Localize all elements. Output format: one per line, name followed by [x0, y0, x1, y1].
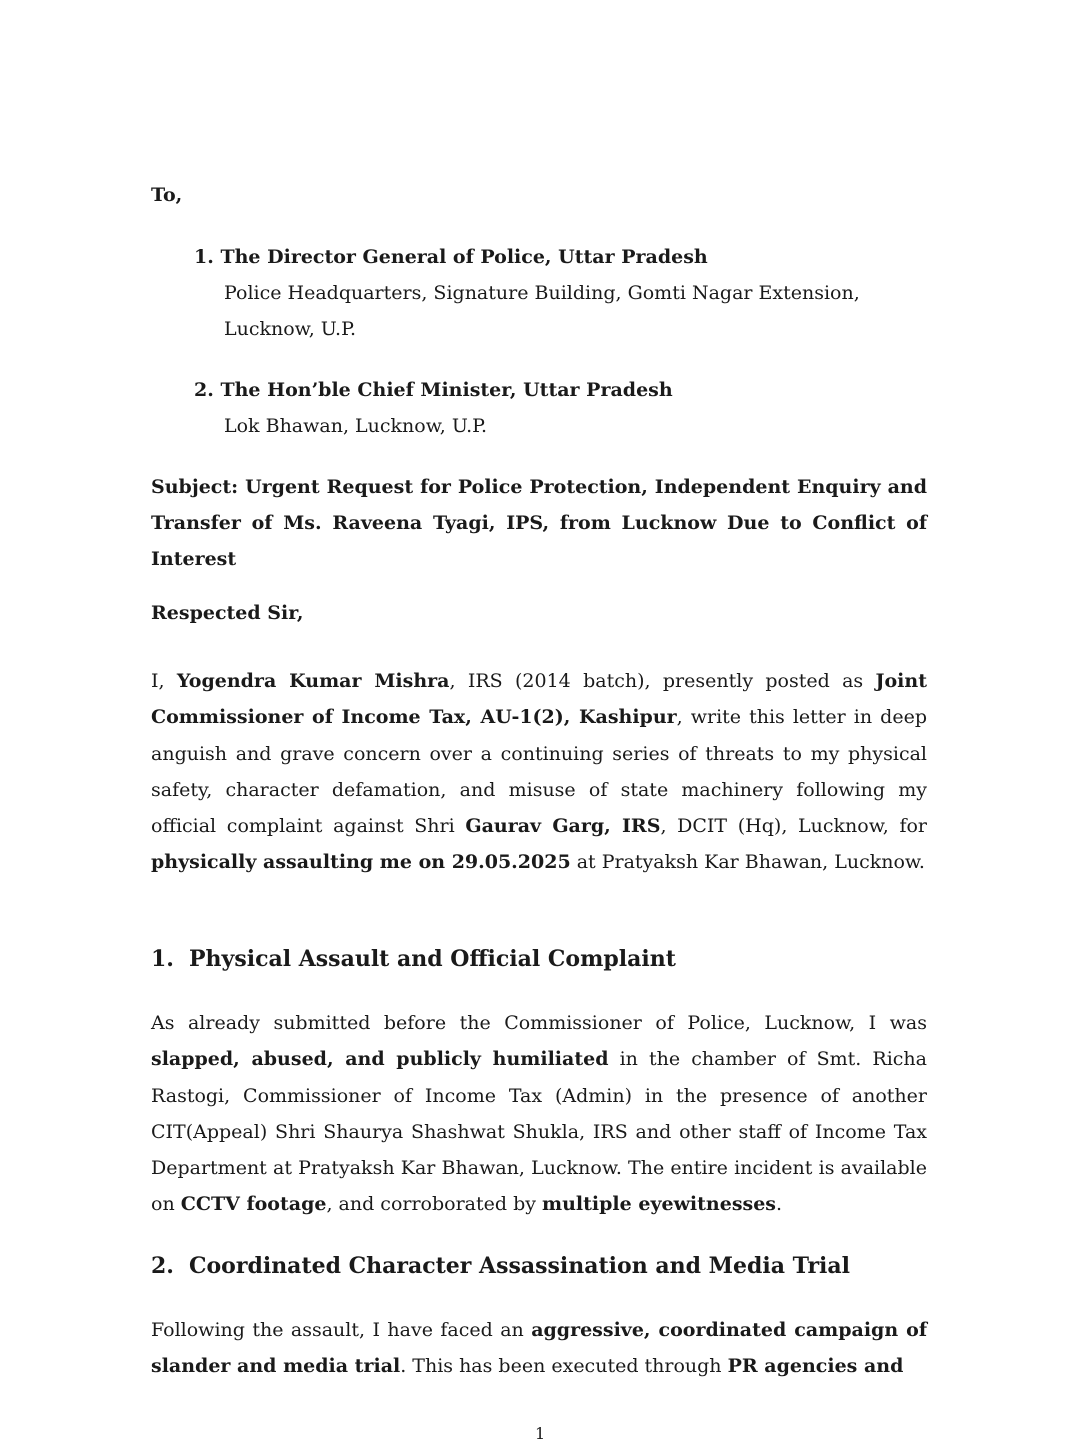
recipient-2-name: The Hon’ble Chief Minister, Uttar Pradesh: [220, 379, 673, 401]
section-1-number: 1.: [151, 946, 174, 972]
intro-paragraph: I, Yogendra Kumar Mishra, IRS (2014 batch), presently posted as Joint Commissioner of Income Tax, AU-1(2), Kashipur, write this letter in deep anguish and grave concern over a continuing series of threats to my physical safety, character defamation, and misuse of state machinery following my official complaint against Shri Gaurav Garg, IRS, DCIT (Hq), Lucknow, for physically assaulting me on 29.05.2025 at Pratyaksh Kar Bhawan, Lucknow.: [151, 670, 927, 874]
recipient-1-name: The Director General of Police, Uttar Pradesh: [220, 246, 708, 268]
to-line: To,: [151, 184, 183, 206]
recipient-2-number: 2.: [194, 379, 214, 401]
recipient-1-title: [194, 239, 914, 275]
recipient-2: [194, 372, 914, 444]
section-2-title: Coordinated Character Assassination and Media Trial: [189, 1253, 850, 1279]
section-2-number: 2.: [151, 1253, 174, 1279]
recipient-1-address-line-2: Lucknow, U.P.: [224, 318, 357, 340]
subject-line: Subject: Urgent Request for Police Protection, Independent Enquiry and Transfer of Ms. Raveena Tyagi, IPS, from Lucknow Due to Conflict of Interest: [151, 476, 927, 570]
greeting: Respected Sir,: [151, 602, 304, 624]
recipient-2-address-line-1: Lok Bhawan, Lucknow, U.P.: [224, 415, 488, 437]
recipient-1: [194, 239, 914, 347]
section-2-heading: [151, 1253, 927, 1279]
recipient-1-address-line-1: Police Headquarters, Signature Building, Gomti Nagar Extension,: [224, 282, 860, 304]
section-1-heading: [151, 946, 927, 972]
section-1-title: Physical Assault and Official Complaint: [189, 946, 676, 972]
section-1-paragraph: As already submitted before the Commissioner of Police, Lucknow, I was slapped, abused, and publicly humiliated in the chamber of Smt. Richa Rastogi, Commissioner of Income Tax (Admin) in the presence of another CIT(Appeal) Shri Shaurya Shashwat Shukla, IRS and other staff of Income Tax Department at Pratyaksh Kar Bhawan, Lucknow. The entire incident is available on CCTV footage, and corroborated by multiple eyewitnesses.: [151, 1012, 927, 1216]
recipient-1-number: 1.: [194, 246, 214, 268]
section-2-paragraph: Following the assault, I have faced an aggressive, coordinated campaign of slander and media trial. This has been executed through PR agencies and: [151, 1319, 927, 1378]
page-number: 1: [535, 1424, 546, 1443]
recipient-2-title: [194, 372, 914, 408]
